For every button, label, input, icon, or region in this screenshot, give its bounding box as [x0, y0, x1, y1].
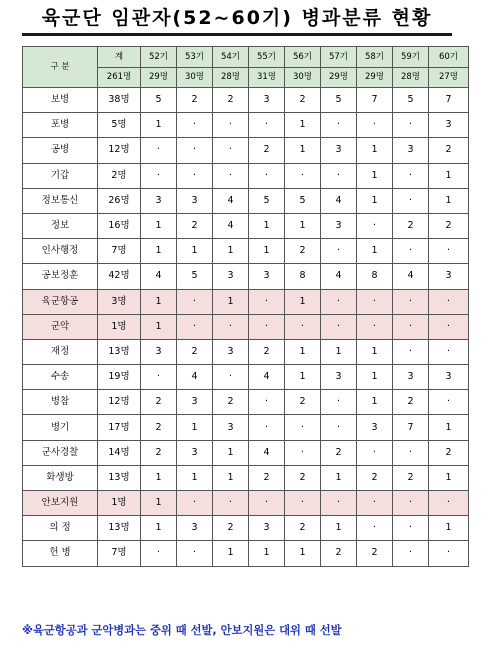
branch-total-cell: 19명	[98, 365, 141, 390]
branch-label: 포병	[23, 113, 98, 138]
class-count-cell: ·	[321, 415, 357, 440]
branch-label: 안보지원	[23, 491, 98, 516]
class-count-cell: ·	[357, 491, 393, 516]
table-row	[23, 465, 469, 490]
class-count-cell: ·	[393, 113, 429, 138]
class-count-cell: 4	[321, 188, 357, 213]
class-count-cell: 1	[141, 213, 177, 238]
branch-label: 보병	[23, 88, 98, 113]
class-count-cell: 1	[357, 365, 393, 390]
table-row	[23, 163, 469, 188]
class-count-cell: 3	[429, 113, 469, 138]
class-count-cell: ·	[321, 491, 357, 516]
table-row	[23, 415, 469, 440]
class-count-cell: 2	[249, 138, 285, 163]
branch-label: 재정	[23, 339, 98, 364]
class-count-cell: 1	[177, 465, 213, 490]
class-count-cell: ·	[285, 163, 321, 188]
class-count-cell: ·	[177, 163, 213, 188]
class-count-cell: ·	[393, 516, 429, 541]
class-count-cell: 1	[285, 541, 321, 566]
branch-total-cell: 12명	[98, 138, 141, 163]
table-row	[23, 516, 469, 541]
class-count-cell: 1	[213, 541, 249, 566]
class-count-cell: 3	[177, 188, 213, 213]
class-count-cell: ·	[177, 491, 213, 516]
class-count-cell: 2	[249, 339, 285, 364]
branch-label: 병참	[23, 390, 98, 415]
page-title: 육군단 임관자(52~60기) 병과분류 현황	[41, 7, 433, 29]
class-count-cell: 3	[249, 88, 285, 113]
class-count-cell: 3	[213, 264, 249, 289]
class-count-cell: 1	[321, 465, 357, 490]
table-row	[23, 339, 469, 364]
class-count-cell: 2	[141, 415, 177, 440]
class-count-cell: ·	[357, 289, 393, 314]
class-count-cell: 1	[357, 239, 393, 264]
class-total: 29명	[321, 67, 357, 88]
class-count-cell: 5	[249, 188, 285, 213]
class-count-cell: ·	[321, 289, 357, 314]
column-header: 52기	[141, 47, 177, 68]
class-count-cell: 2	[357, 541, 393, 566]
class-count-cell: ·	[213, 365, 249, 390]
class-count-cell: ·	[393, 440, 429, 465]
class-count-cell: 2	[213, 516, 249, 541]
class-count-cell: ·	[429, 339, 469, 364]
class-total: 29명	[357, 67, 393, 88]
class-count-cell: 7	[393, 415, 429, 440]
class-total: 29명	[141, 67, 177, 88]
class-count-cell: 3	[429, 365, 469, 390]
branch-label: 군악	[23, 314, 98, 339]
class-count-cell: ·	[141, 365, 177, 390]
class-count-cell: ·	[321, 239, 357, 264]
class-count-cell: 1	[429, 516, 469, 541]
class-count-cell: ·	[249, 491, 285, 516]
class-count-cell: 4	[249, 440, 285, 465]
column-header-total: 계	[98, 47, 141, 68]
class-count-cell: ·	[249, 113, 285, 138]
class-count-cell: ·	[249, 314, 285, 339]
class-count-cell: 3	[177, 390, 213, 415]
branch-label: 육군항공	[23, 289, 98, 314]
class-count-cell: 2	[285, 239, 321, 264]
branch-label: 화생방	[23, 465, 98, 490]
class-count-cell: ·	[357, 213, 393, 238]
class-count-cell: 3	[249, 516, 285, 541]
branch-total-cell: 17명	[98, 415, 141, 440]
class-count-cell: 1	[321, 516, 357, 541]
class-count-cell: 1	[213, 465, 249, 490]
column-header: 55기	[249, 47, 285, 68]
branch-label: 의 정	[23, 516, 98, 541]
class-count-cell: 3	[213, 339, 249, 364]
column-header: 56기	[285, 47, 321, 68]
class-count-cell: 4	[321, 264, 357, 289]
class-count-cell: 1	[249, 213, 285, 238]
column-header: 60기	[429, 47, 469, 68]
class-count-cell: ·	[393, 188, 429, 213]
class-count-cell: ·	[177, 113, 213, 138]
class-count-cell: ·	[393, 314, 429, 339]
class-count-cell: ·	[429, 541, 469, 566]
class-count-cell: ·	[429, 289, 469, 314]
class-count-cell: 1	[141, 314, 177, 339]
class-count-cell: ·	[357, 440, 393, 465]
class-count-cell: 1	[321, 339, 357, 364]
class-count-cell: 4	[177, 365, 213, 390]
branch-total-cell: 7명	[98, 541, 141, 566]
class-count-cell: 3	[141, 188, 177, 213]
class-count-cell: 1	[249, 541, 285, 566]
class-count-cell: ·	[393, 289, 429, 314]
class-count-cell: ·	[321, 390, 357, 415]
class-count-cell: 4	[249, 365, 285, 390]
class-count-cell: ·	[213, 491, 249, 516]
column-header: 57기	[321, 47, 357, 68]
table-row	[23, 188, 469, 213]
class-count-cell: 2	[285, 465, 321, 490]
class-count-cell: 2	[177, 339, 213, 364]
branch-label: 공병	[23, 138, 98, 163]
class-count-cell: ·	[393, 491, 429, 516]
class-count-cell: ·	[285, 440, 321, 465]
class-count-cell: ·	[177, 314, 213, 339]
class-count-cell: 3	[249, 264, 285, 289]
branch-total-cell: 13명	[98, 516, 141, 541]
class-count-cell: 5	[393, 88, 429, 113]
table-row	[23, 213, 469, 238]
table-row	[23, 138, 469, 163]
class-count-cell: 2	[141, 440, 177, 465]
class-total: 30명	[285, 67, 321, 88]
class-count-cell: 3	[393, 138, 429, 163]
branch-total-cell: 13명	[98, 339, 141, 364]
class-count-cell: 1	[429, 188, 469, 213]
class-count-cell: 1	[141, 465, 177, 490]
class-count-cell: 2	[321, 541, 357, 566]
table-row	[23, 390, 469, 415]
class-count-cell: 4	[141, 264, 177, 289]
class-count-cell: ·	[393, 163, 429, 188]
footnote: ※육군항공과 군악병과는 중위 때 선발, 안보지원은 대위 때 선발	[22, 624, 342, 637]
class-count-cell: 2	[213, 88, 249, 113]
table-row	[23, 541, 469, 566]
class-count-cell: ·	[141, 163, 177, 188]
class-count-cell: 3	[177, 440, 213, 465]
class-count-cell: 3	[393, 365, 429, 390]
class-count-cell: ·	[249, 390, 285, 415]
class-count-cell: 3	[321, 213, 357, 238]
branch-label: 공보정훈	[23, 264, 98, 289]
class-count-cell: 3	[357, 415, 393, 440]
class-count-cell: ·	[429, 491, 469, 516]
class-count-cell: 1	[357, 339, 393, 364]
class-count-cell: ·	[141, 138, 177, 163]
class-total: 31명	[249, 67, 285, 88]
class-count-cell: 1	[285, 339, 321, 364]
class-count-cell: ·	[393, 339, 429, 364]
branch-label: 군사경찰	[23, 440, 98, 465]
class-total: 27명	[429, 67, 469, 88]
column-header: 59기	[393, 47, 429, 68]
class-count-cell: 1	[285, 138, 321, 163]
branch-total-cell: 38명	[98, 88, 141, 113]
class-count-cell: 1	[429, 415, 469, 440]
class-count-cell: ·	[429, 390, 469, 415]
table-row	[23, 88, 469, 113]
class-count-cell: 1	[285, 213, 321, 238]
class-count-cell: 4	[213, 188, 249, 213]
class-count-cell: ·	[285, 314, 321, 339]
branch-total-cell: 16명	[98, 213, 141, 238]
table-row	[23, 239, 469, 264]
class-count-cell: 2	[429, 138, 469, 163]
class-count-cell: 1	[141, 516, 177, 541]
class-count-cell: ·	[321, 163, 357, 188]
class-count-cell: 2	[285, 390, 321, 415]
class-count-cell: 7	[429, 88, 469, 113]
branch-total-cell: 42명	[98, 264, 141, 289]
class-count-cell: 2	[177, 88, 213, 113]
grand-total: 261명	[98, 67, 141, 88]
class-count-cell: 5	[177, 264, 213, 289]
branch-total-cell: 12명	[98, 390, 141, 415]
category-header: 구 분	[23, 47, 98, 88]
branch-label: 병기	[23, 415, 98, 440]
table-row	[23, 314, 469, 339]
class-count-cell: 2	[393, 390, 429, 415]
class-count-cell: 2	[429, 213, 469, 238]
branch-label: 헌 병	[23, 541, 98, 566]
class-count-cell: 1	[285, 113, 321, 138]
class-count-cell: 1	[141, 239, 177, 264]
class-count-cell: 2	[213, 390, 249, 415]
branch-total-cell: 14명	[98, 440, 141, 465]
class-count-cell: ·	[177, 541, 213, 566]
class-count-cell: 1	[141, 113, 177, 138]
class-count-cell: ·	[393, 239, 429, 264]
table-row	[23, 491, 469, 516]
class-count-cell: 5	[285, 188, 321, 213]
branch-total-cell: 7명	[98, 239, 141, 264]
branch-total-cell: 2명	[98, 163, 141, 188]
branch-label: 인사행정	[23, 239, 98, 264]
class-count-cell: 1	[177, 239, 213, 264]
class-count-cell: 5	[141, 88, 177, 113]
class-count-cell: ·	[357, 113, 393, 138]
class-count-cell: 1	[429, 163, 469, 188]
class-count-cell: ·	[249, 415, 285, 440]
class-count-cell: 1	[285, 289, 321, 314]
class-count-cell: 7	[357, 88, 393, 113]
class-count-cell: ·	[213, 113, 249, 138]
class-count-cell: ·	[213, 163, 249, 188]
class-count-cell: 2	[285, 516, 321, 541]
class-count-cell: 1	[249, 239, 285, 264]
class-count-cell: 3	[213, 415, 249, 440]
branch-label: 수송	[23, 365, 98, 390]
class-count-cell: ·	[177, 289, 213, 314]
class-count-cell: ·	[285, 491, 321, 516]
class-count-cell: 1	[177, 415, 213, 440]
class-count-cell: ·	[285, 415, 321, 440]
branch-total-cell: 3명	[98, 289, 141, 314]
class-count-cell: ·	[249, 289, 285, 314]
class-count-cell: 3	[141, 339, 177, 364]
class-count-cell: 2	[177, 213, 213, 238]
class-count-cell: ·	[141, 541, 177, 566]
class-count-cell: ·	[357, 314, 393, 339]
class-count-cell: ·	[393, 541, 429, 566]
class-count-cell: 2	[285, 88, 321, 113]
table-row	[23, 365, 469, 390]
class-count-cell: 1	[213, 289, 249, 314]
class-count-cell: ·	[213, 138, 249, 163]
table-row	[23, 289, 469, 314]
class-count-cell: 2	[249, 465, 285, 490]
class-count-cell: ·	[177, 138, 213, 163]
class-count-cell: 8	[285, 264, 321, 289]
column-header: 54기	[213, 47, 249, 68]
class-count-cell: 1	[357, 138, 393, 163]
class-count-cell: 1	[141, 491, 177, 516]
class-count-cell: ·	[357, 516, 393, 541]
class-count-cell: 1	[357, 188, 393, 213]
class-count-cell: ·	[213, 314, 249, 339]
class-count-cell: 1	[141, 289, 177, 314]
branch-label: 정보	[23, 213, 98, 238]
branch-total-cell: 1명	[98, 491, 141, 516]
class-count-cell: ·	[321, 314, 357, 339]
class-count-cell: 2	[357, 465, 393, 490]
class-count-cell: 4	[393, 264, 429, 289]
branch-total-cell: 1명	[98, 314, 141, 339]
table-row	[23, 264, 469, 289]
class-count-cell: 2	[393, 465, 429, 490]
class-count-cell: ·	[249, 163, 285, 188]
class-count-cell: ·	[429, 314, 469, 339]
class-count-cell: 1	[357, 163, 393, 188]
branch-total-cell: 26명	[98, 188, 141, 213]
class-count-cell: 3	[177, 516, 213, 541]
table-row	[23, 440, 469, 465]
class-count-cell: 1	[285, 365, 321, 390]
branch-total-cell: 5명	[98, 113, 141, 138]
branch-total-cell: 13명	[98, 465, 141, 490]
table-row	[23, 113, 469, 138]
title-underline	[22, 33, 452, 36]
header-row-columns	[23, 47, 469, 68]
class-count-cell: 5	[321, 88, 357, 113]
class-count-cell: 4	[213, 213, 249, 238]
class-count-cell: 2	[141, 390, 177, 415]
branch-table	[22, 46, 469, 567]
class-total: 28명	[393, 67, 429, 88]
class-count-cell: 2	[429, 440, 469, 465]
class-count-cell: ·	[429, 239, 469, 264]
class-count-cell: 1	[429, 465, 469, 490]
class-count-cell: 3	[429, 264, 469, 289]
class-count-cell: ·	[321, 113, 357, 138]
class-count-cell: 1	[213, 440, 249, 465]
class-count-cell: 8	[357, 264, 393, 289]
class-total: 28명	[213, 67, 249, 88]
class-count-cell: 2	[321, 440, 357, 465]
class-count-cell: 3	[321, 365, 357, 390]
branch-label: 정보통신	[23, 188, 98, 213]
branch-label: 기갑	[23, 163, 98, 188]
column-header: 53기	[177, 47, 213, 68]
class-count-cell: 1	[357, 390, 393, 415]
class-count-cell: 3	[321, 138, 357, 163]
class-count-cell: 2	[393, 213, 429, 238]
class-total: 30명	[177, 67, 213, 88]
class-count-cell: 1	[213, 239, 249, 264]
column-header: 58기	[357, 47, 393, 68]
